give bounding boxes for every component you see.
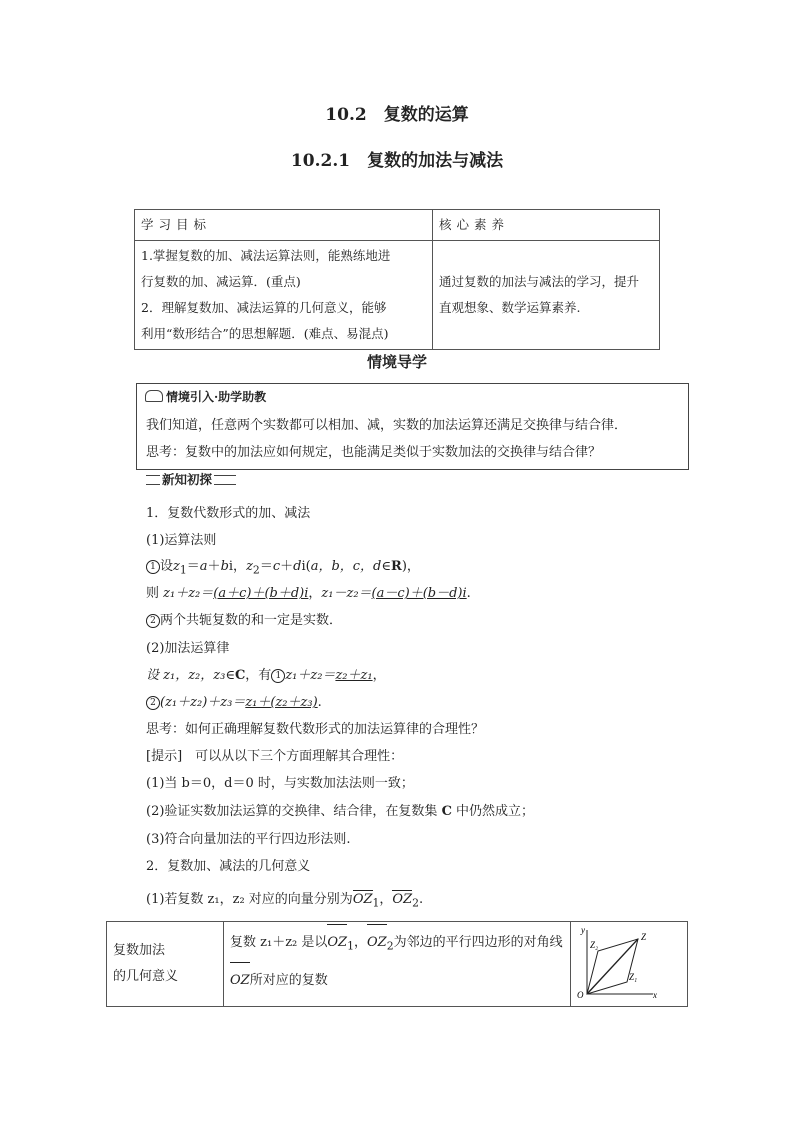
hint-1: (1)当 b＝0，d＝0 时，与实数加法法则一致； [146, 776, 414, 791]
z2-label: Z₂ [590, 940, 599, 950]
circle-number: 1 [146, 560, 160, 574]
objective-line: 1.掌握复数的加、减法运算法则，能熟练地进 [141, 248, 391, 263]
origin-label: O [577, 990, 584, 1000]
goals-table [134, 209, 660, 350]
think-question: 思考：如何正确理解复数代数形式的加法运算律的合理性？ [146, 722, 485, 737]
intro-box [136, 383, 689, 470]
goals-header: 学习目标 [135, 210, 433, 241]
geometry-label-line: 复数加法 [113, 943, 166, 958]
rule-1: 1 设$z_1=a+bi$，$z_2=c+di(a$，b，c，d∈R)， [146, 555, 420, 577]
new-knowledge-bar [146, 471, 236, 487]
circle-number: 2 [146, 696, 160, 710]
sum-answer: (a＋c)＋(b＋d)i [213, 586, 309, 601]
x-label: x [653, 990, 657, 1000]
z1-label: Z₁ [629, 972, 638, 982]
associative-answer: z₁＋(z₂＋z₃) [245, 695, 318, 710]
book-icon [145, 390, 163, 402]
law-1: 设 z₁，z₂，z₃∈C，有 1 z₁＋z₂＝z₂＋z₁， [146, 668, 386, 683]
parallelogram-figure [573, 924, 671, 1000]
difference-answer: (a－c)＋(b－d)i [371, 586, 467, 601]
intro-paragraph-1: 我们知道，任意两个实数都可以相加、减，实数的加法运算还满足交换律与结合律． [146, 418, 628, 433]
literacy-cell [433, 241, 660, 350]
geometry-description-cell [224, 922, 571, 1007]
item-2: 2．复数加、减法的几何意义 [146, 859, 311, 874]
vector-oz1: OZ [352, 892, 373, 907]
hint-2: (2)验证实数加法运算的交换律、结合律，在复数集 C 中仍然成立； [146, 804, 535, 819]
literacy-line: 直观想象、数学运算素养. [439, 300, 581, 315]
new-knowledge-label: 新知初探 [162, 472, 213, 487]
law-heading: (2)加法运算律 [146, 641, 230, 656]
objective-line: 利用“数形结合”的思想解题．(难点、易混点) [141, 326, 389, 341]
geometry-description-end: OZ所对应的复数 [230, 964, 564, 998]
objectives-cell [135, 241, 433, 350]
literacy-header: 核心素养 [433, 210, 660, 241]
circle-number: 1 [271, 669, 285, 683]
geometry-figure-cell [571, 922, 688, 1007]
item-1: 1．复数代数形式的加、减法 [146, 506, 311, 521]
law-2: 2 (z₁＋z₂)＋z₃＝z₁＋(z₂＋z₃). [146, 691, 322, 710]
geometric-intro: (1)若复数 z₁，z₂ 对应的向量分别为$OZ_1$，$OZ_2$. [146, 892, 424, 910]
geometry-description: 复数 z₁＋z₂ 是以$OZ_1$，$OZ_2$为邻边的平行四边形的对角线 [230, 926, 564, 964]
commutative-answer: z₂＋z₁ [335, 668, 373, 683]
objective-line: 2．理解复数加、减法运算的几何意义，能够 [141, 300, 387, 315]
intro-paragraph-2: 思考：复数中的加法应如何规定，也能满足类似于实数加法的交换律与结合律？ [146, 445, 602, 460]
page-title: 10.2 复数的运算 [325, 105, 469, 125]
literacy-line: 通过复数的加法与减法的学习，提升 [439, 274, 640, 289]
z-label: Z [641, 932, 647, 942]
page-subtitle: 10.2.1 复数的加法与减法 [290, 151, 504, 171]
rule-3: 2 两个共轭复数的和一定是实数． [146, 609, 342, 628]
geometry-label-line: 的几何意义 [113, 969, 179, 984]
y-label: y [581, 925, 585, 935]
section-title: 情境导学 [366, 353, 427, 371]
intro-tag-label: 情境引入·助学助教 [166, 390, 267, 404]
rule-heading: (1)运算法则 [146, 533, 217, 548]
circle-number: 2 [146, 614, 160, 628]
geometry-label-cell [107, 922, 224, 1007]
intro-tag [145, 388, 266, 405]
hint: [提示] 可以从以下三个方面理解其合理性： [146, 749, 404, 764]
objective-line: 行复数的加、减运算．(重点) [141, 274, 301, 289]
vector-oz2: OZ [392, 892, 413, 907]
hint-3: (3)符合向量加法的平行四边形法则. [146, 832, 351, 847]
rule-2: 则 z₁＋z₂＝(a＋c)＋(b＋d)i，z₁－z₂＝(a－c)＋(b－d)i. [146, 586, 471, 601]
geometry-table [106, 921, 688, 1007]
